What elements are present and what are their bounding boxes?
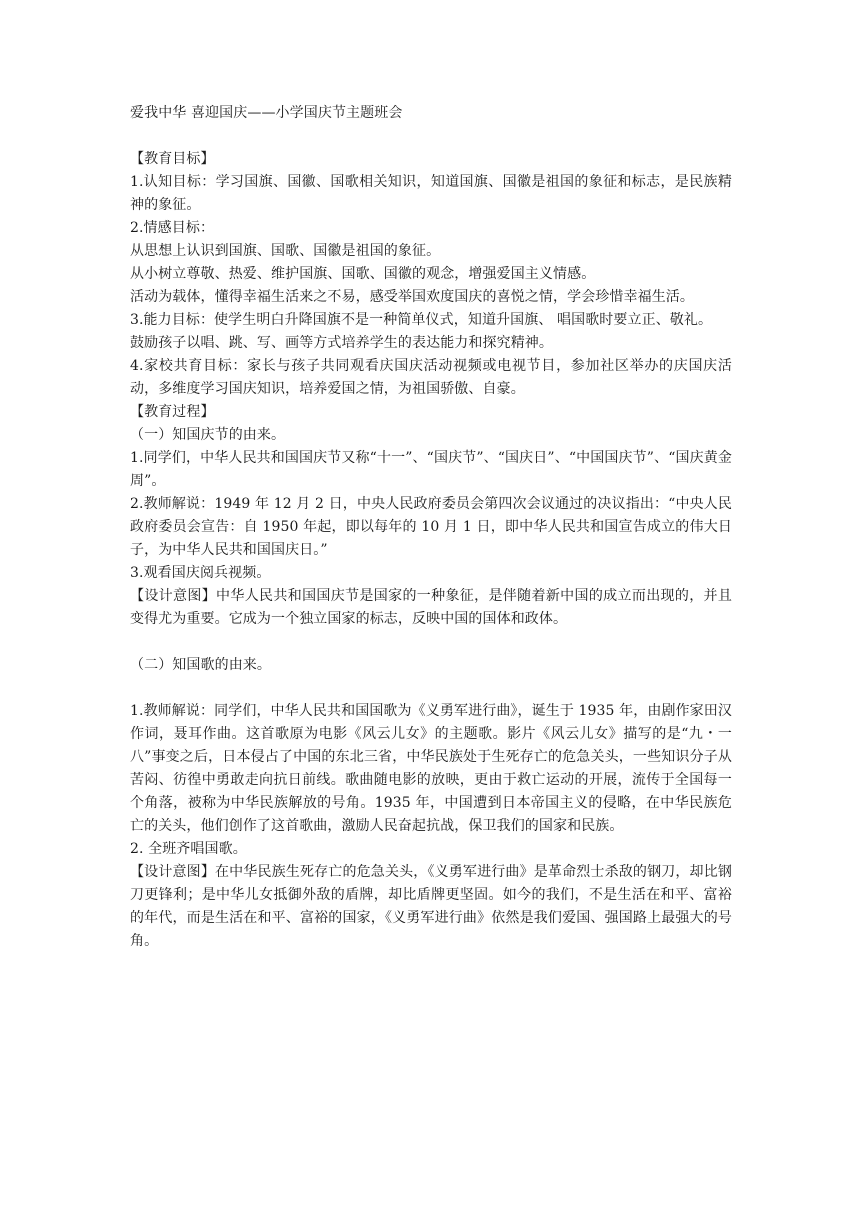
section-heading-goals: 【教育目标】	[130, 151, 215, 167]
anthem-item-1: 1.教师解说：同学们，中华人民共和国国歌为《义勇军进行曲》，诞生于 1935 年，由剧作家田汉作词，聂耳作曲。这首歌原为电影《风云儿女》的主题歌。影片《风云儿女》描写的是“九・一八”事变之后，日本侵占了中国的东北三省，中华民族处于生死存亡的危急关头，一些知识分子从苦闷、彷徨中勇敢走向抗日前线。歌曲随电影的放映，更由于救亡运动的开展，流传于全国每一个角落，被称为中华民族解放的号角。1935 年，中国遭到日本帝国主义的侵略，在中华民族危亡的关头，他们创作了这首歌曲，激励人民奋起抗战，保卫我们的国家和民族。	[130, 703, 732, 834]
goal-ability: 3.能力目标：使学生明白升降国旗不是一种简单仪式，知道升国旗、 唱国歌时要立正、敬礼。	[130, 312, 713, 328]
goal-emotional-item-3: 活动为载体，懂得幸福生活来之不易，感受举国欢度国庆的喜悦之情，学会珍惜幸福生活。	[130, 289, 694, 305]
document-title: 爱我中华 喜迎国庆——小学国庆节主题班会	[130, 105, 403, 121]
blank-line	[130, 125, 732, 148]
subsection-national-anthem: （二）知国歌的由来。	[130, 657, 271, 673]
subsection-national-day: （一）知国庆节的由来。	[130, 427, 286, 443]
goal-home-school: 4.家校共育目标：家长与孩子共同观看庆国庆活动视频或电视节目，参加社区举办的庆国庆活动，多维度学习国庆知识，培养爱国之情，为祖国骄傲、自豪。	[130, 358, 732, 397]
document-body	[130, 102, 732, 953]
process-item-3: 3.观看国庆阅兵视频。	[130, 565, 271, 581]
goal-emotional-heading: 2.情感目标：	[130, 220, 215, 236]
goal-cognitive: 1.认知目标：学习国旗、国徽、国歌相关知识，知道国旗、国徽是祖国的象征和标志，是民族精神的象征。	[130, 174, 732, 213]
blank-line	[130, 677, 732, 700]
section-heading-process: 【教育过程】	[130, 404, 215, 420]
goal-emotional-item-2: 从小树立尊敬、热爱、维护国旗、国歌、国徽的观念，增强爱国主义情感。	[130, 266, 596, 282]
anthem-item-2: 2. 全班齐唱国歌。	[130, 841, 247, 857]
blank-line	[130, 631, 732, 654]
design-intent-2: 【设计意图】在中华民族生死存亡的危急关头，《义勇军进行曲》是革命烈士杀敌的钢刀，却比钢刀更锋利；是中华儿女抵御外敌的盾牌，却比盾牌更坚固。如今的我们，不是生活在和平、富裕的年代，而是生活在和平、富裕的国家，《义勇军进行曲》依然是我们爱国、强国路上最强大的号角。	[130, 864, 732, 949]
goal-emotional-item-1: 从思想上认识到国旗、国歌、国徽是祖国的象征。	[130, 243, 441, 259]
design-intent-1: 【设计意图】中华人民共和国国庆节是国家的一种象征，是伴随着新中国的成立而出现的，并且变得尤为重要。它成为一个独立国家的标志，反映中国的国体和政体。	[130, 588, 732, 627]
process-item-1: 1.同学们，中华人民共和国国庆节又称“十一”、“国庆节”、“国庆日”、“中国国庆节”、“国庆黄金周”。	[130, 450, 732, 489]
process-item-2: 2.教师解说：1949 年 12 月 2 日，中央人民政府委员会第四次会议通过的决议指出：“中央人民政府委员会宣告：自 1950 年起，即以每年的 10 月 1 日，即中华人民共和国宣告成立的伟大日子，为中华人民共和国国庆日。”	[130, 496, 732, 558]
goal-ability-item: 鼓励孩子以唱、跳、写、画等方式培养学生的表达能力和探究精神。	[130, 335, 553, 351]
